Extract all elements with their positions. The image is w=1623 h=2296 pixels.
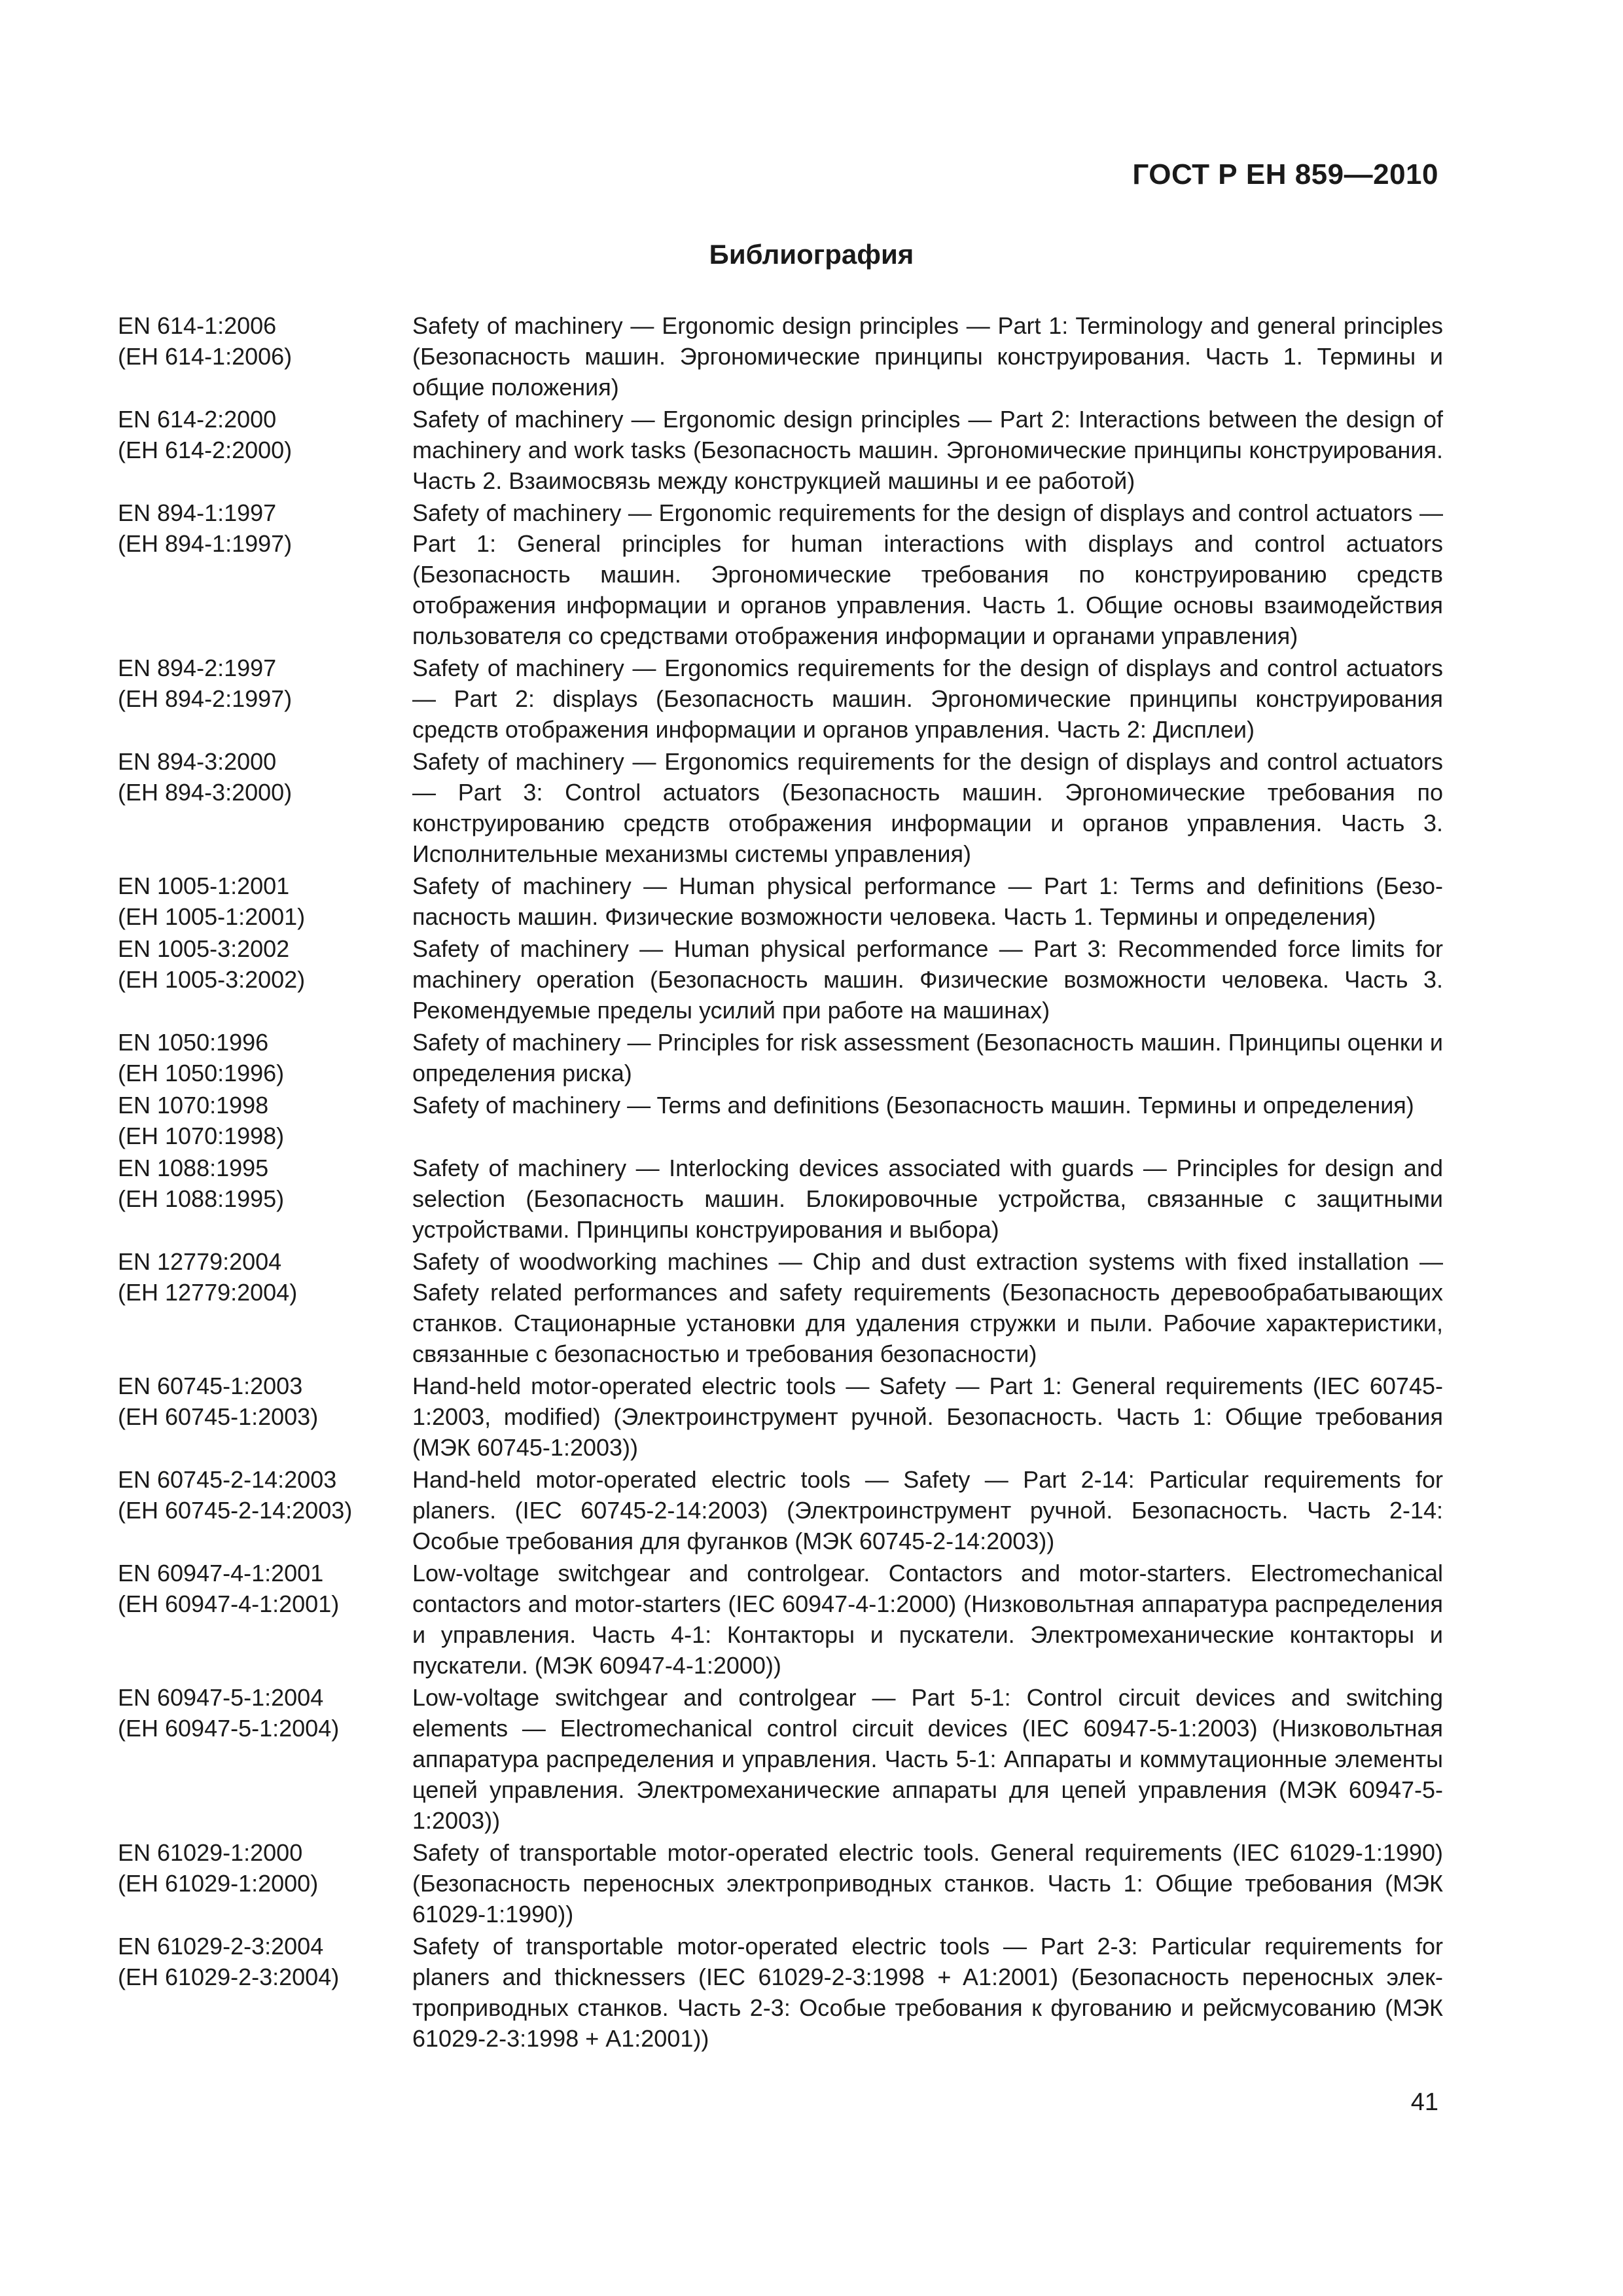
- entry-description: Safety of machinery — Terms and definitions (Безопасность машин. Термины и определения): [412, 1092, 1414, 1119]
- bibliography-entry: [118, 1153, 1443, 1245]
- entry-description: Safety of machinery — Ergonomic requirements for the design of displays and control actuators — Part 1: General principles for human interactions with displays and control actuators (Безопасность машин. Эргономические требования по конструированию средств отображения информации и органов управления. Часть 1. Общие основы взаимодействия пользователя со средствами отображения информации и органами управления): [412, 499, 1443, 649]
- bibliography-entry: [118, 1027, 1443, 1088]
- entry-description: Safety of machinery — Ergonomic design principles — Part 2: Interactions between the design of machinery and work tasks (Безопасность машин. Эргономические принципы конструирования. Часть 2. Взаимосвязь между конструкцией машины и ее работой): [412, 406, 1443, 494]
- entry-eh-code: (ЕН 60947-5-1:2004): [118, 1715, 340, 1742]
- entry-eh-code: (ЕН 1005-3:2002): [118, 966, 306, 993]
- entry-eh-code: (ЕН 894-2:1997): [118, 685, 293, 712]
- entry-reference: [118, 746, 412, 808]
- entry-reference: [118, 653, 412, 714]
- bibliography-entry: [118, 746, 1443, 869]
- entry-reference: [118, 1682, 412, 1744]
- bibliography-entry: [118, 1931, 1443, 2054]
- entry-description: Safety of machinery — Ergonomics requirements for the design of displays and control actuators — Part 2: displays (Безопасность машин. Эргономические принципы конструирования средств отображения информации и органов управления. Часть 2: Дисплеи): [412, 655, 1443, 743]
- entry-description: Low-voltage switchgear and controlgear — Part 5-1: Control circuit devices and switching elements — Electromechanical control circuit devices (IEC 60947-5-1:2003) (Низковольтная аппаратура распределения и управления. Часть 5-1: Аппараты и коммутационные элементы цепей управления. Электромеханические аппараты для цепей управления (МЭК 60947-5-1:2003)): [412, 1684, 1443, 1834]
- entry-reference: [118, 497, 412, 559]
- bibliography-entry: [118, 1090, 1443, 1151]
- entry-en-code: EN 60947-5-1:2004: [118, 1684, 324, 1711]
- entry-eh-code: (ЕН 614-2:2000): [118, 437, 293, 463]
- bibliography-entry: [118, 404, 1443, 496]
- entry-eh-code: (ЕН 1005-1:2001): [118, 903, 306, 930]
- entry-eh-code: (ЕН 61029-1:2000): [118, 1870, 319, 1897]
- entry-en-code: EN 61029-1:2000: [118, 1839, 303, 1866]
- entry-description: Safety of machinery — Interlocking devices associated with guards — Principles for design and selection (Безопасность машин. Блокировочные устройства, связанные с защитными устройствами. Принципы конструирования и выбора): [412, 1155, 1443, 1243]
- entry-eh-code: (ЕН 1088:1995): [118, 1185, 285, 1212]
- entry-en-code: EN 1005-3:2002: [118, 935, 290, 962]
- entry-en-code: EN 894-1:1997: [118, 499, 277, 526]
- entry-description: Safety of machinery — Human physical performance — Part 1: Terms and definitions (Безопасность машин. Физические возможности человека. Часть 1. Термины и определения): [412, 872, 1443, 930]
- bibliography-entry: [118, 870, 1443, 932]
- entry-eh-code: (ЕН 60947-4-1:2001): [118, 1590, 340, 1617]
- bibliography-entry: [118, 1464, 1443, 1556]
- entry-reference: [118, 1464, 412, 1526]
- bibliography-entry: [118, 1246, 1443, 1369]
- entry-en-code: EN 60947-4-1:2001: [118, 1560, 324, 1587]
- bibliography-entry: [118, 933, 1443, 1026]
- entry-eh-code: (ЕН 60745-2-14:2003): [118, 1497, 353, 1524]
- entry-en-code: EN 12779:2004: [118, 1248, 282, 1275]
- bibliography-entry: [118, 1682, 1443, 1836]
- entry-description: Safety of machinery — Principles for risk assessment (Безопасность машин. Принципы оценки и определения риска): [412, 1029, 1443, 1086]
- entry-reference: [118, 404, 412, 465]
- entry-description: Low-voltage switchgear and controlgear. Contactors and motor-starters. Electromechanical contactors and motor-starters (IEC 60947-4-1:2000) (Низковольтная аппаратура распределения и управления. Часть 4-1: Контакторы и пускатели. Электромеханические контакторы и пускатели. (МЭК 60947-4-1:2000)): [412, 1560, 1443, 1679]
- entry-reference: [118, 1558, 412, 1619]
- entry-reference: [118, 1027, 412, 1088]
- entry-reference: [118, 1931, 412, 1992]
- entry-eh-code: (ЕН 894-1:1997): [118, 530, 293, 557]
- entry-en-code: EN 614-1:2006: [118, 312, 277, 339]
- entry-description: Hand-held motor-operated electric tools — Safety — Part 1: General requirements (IEC 60745-1:2003, modified) (Электроинструмент ручной. Безопасность. Часть 1: Общие требования (МЭК 60745-1:2003)): [412, 1372, 1443, 1461]
- page-title: Библиография: [709, 239, 914, 270]
- bibliography-entry: [118, 1371, 1443, 1463]
- entry-description: Safety of transportable motor-operated electric tools. General requirements (IEC 61029-1:1990) (Безопасность переносных электроприводных станков. Часть 1: Общие требования (МЭК 61029-1:1990)): [412, 1839, 1443, 1928]
- entry-en-code: EN 60745-2-14:2003: [118, 1466, 337, 1493]
- entry-eh-code: (ЕН 1070:1998): [118, 1122, 285, 1149]
- entry-description: Safety of machinery — Ergonomics requirements for the design of displays and control actuators — Part 3: Control actuators (Безопасность машин. Эргономические требования по конструированию средств отображения информации и органов управления. Часть 3. Исполнительные механизмы системы управления): [412, 748, 1443, 867]
- entry-en-code: EN 1050:1996: [118, 1029, 269, 1056]
- entry-en-code: EN 1005-1:2001: [118, 872, 290, 899]
- entry-reference: [118, 1837, 412, 1899]
- entry-eh-code: (ЕН 894-3:2000): [118, 779, 293, 806]
- entry-reference: [118, 870, 412, 932]
- entry-eh-code: (ЕН 614-1:2006): [118, 343, 293, 370]
- entry-eh-code: (ЕН 61029-2-3:2004): [118, 1964, 340, 1990]
- entry-description: Safety of machinery — Human physical performance — Part 3: Recommended force limits for machinery operation (Безопасность машин. Физические возможности человека. Часть 3. Рекомендуемые пределы усилий при работе на машинах): [412, 935, 1443, 1024]
- bibliography-entry: [118, 653, 1443, 745]
- entry-reference: [118, 1371, 412, 1432]
- bibliography-list: [118, 310, 1443, 2055]
- document-header: ГОСТ Р ЕН 859—2010: [1132, 158, 1438, 190]
- entry-en-code: EN 614-2:2000: [118, 406, 277, 433]
- entry-description: Safety of transportable motor-operated electric tools — Part 2-3: Particular requirements for planers and thicknessers (IEC 61029-2-3:1998 + A1:2001) (Безопасность переносных электроприводных станков. Часть 2-3: Особые требования к фугованию и рейсмусованию (МЭК 61029-2-3:1998 + A1:2001)): [412, 1933, 1443, 2052]
- entry-en-code: EN 894-2:1997: [118, 655, 277, 681]
- entry-reference: [118, 310, 412, 372]
- bibliography-entry: [118, 310, 1443, 403]
- entry-eh-code: (ЕН 12779:2004): [118, 1279, 298, 1306]
- page-number: 41: [1410, 2089, 1438, 2116]
- entry-description: Safety of woodworking machines — Chip and dust extraction systems with fixed installation — Safety related performances and safety requirements (Безопасность деревообрабатывающих станков. Стационарные установки для удаления стружки и пыли. Рабочие характеристики, связанные с безопасностью и требования безопасности): [412, 1248, 1443, 1367]
- entry-eh-code: (ЕН 1050:1996): [118, 1060, 285, 1086]
- entry-reference: [118, 933, 412, 995]
- bibliography-entry: [118, 497, 1443, 651]
- entry-en-code: EN 60745-1:2003: [118, 1372, 303, 1399]
- bibliography-entry: [118, 1837, 1443, 1929]
- bibliography-entry: [118, 1558, 1443, 1681]
- entry-en-code: EN 1088:1995: [118, 1155, 269, 1181]
- entry-eh-code: (ЕН 60745-1:2003): [118, 1403, 319, 1430]
- entry-description: Safety of machinery — Ergonomic design principles — Part 1: Terminology and general principles (Безопасность машин. Эргономические принципы конструирования. Часть 1. Термины и общие положения): [412, 312, 1443, 401]
- entry-reference: [118, 1246, 412, 1308]
- entry-reference: [118, 1090, 412, 1151]
- entry-description: Hand-held motor-operated electric tools — Safety — Part 2-14: Particular requirements for planers. (IEC 60745-2-14:2003) (Электроинструмент ручной. Безопасность. Часть 2-14: Особые требования для фуганков (МЭК 60745-2-14:2003)): [412, 1466, 1443, 1554]
- entry-en-code: EN 61029-2-3:2004: [118, 1933, 324, 1960]
- entry-en-code: EN 1070:1998: [118, 1092, 269, 1119]
- entry-reference: [118, 1153, 412, 1214]
- entry-en-code: EN 894-3:2000: [118, 748, 277, 775]
